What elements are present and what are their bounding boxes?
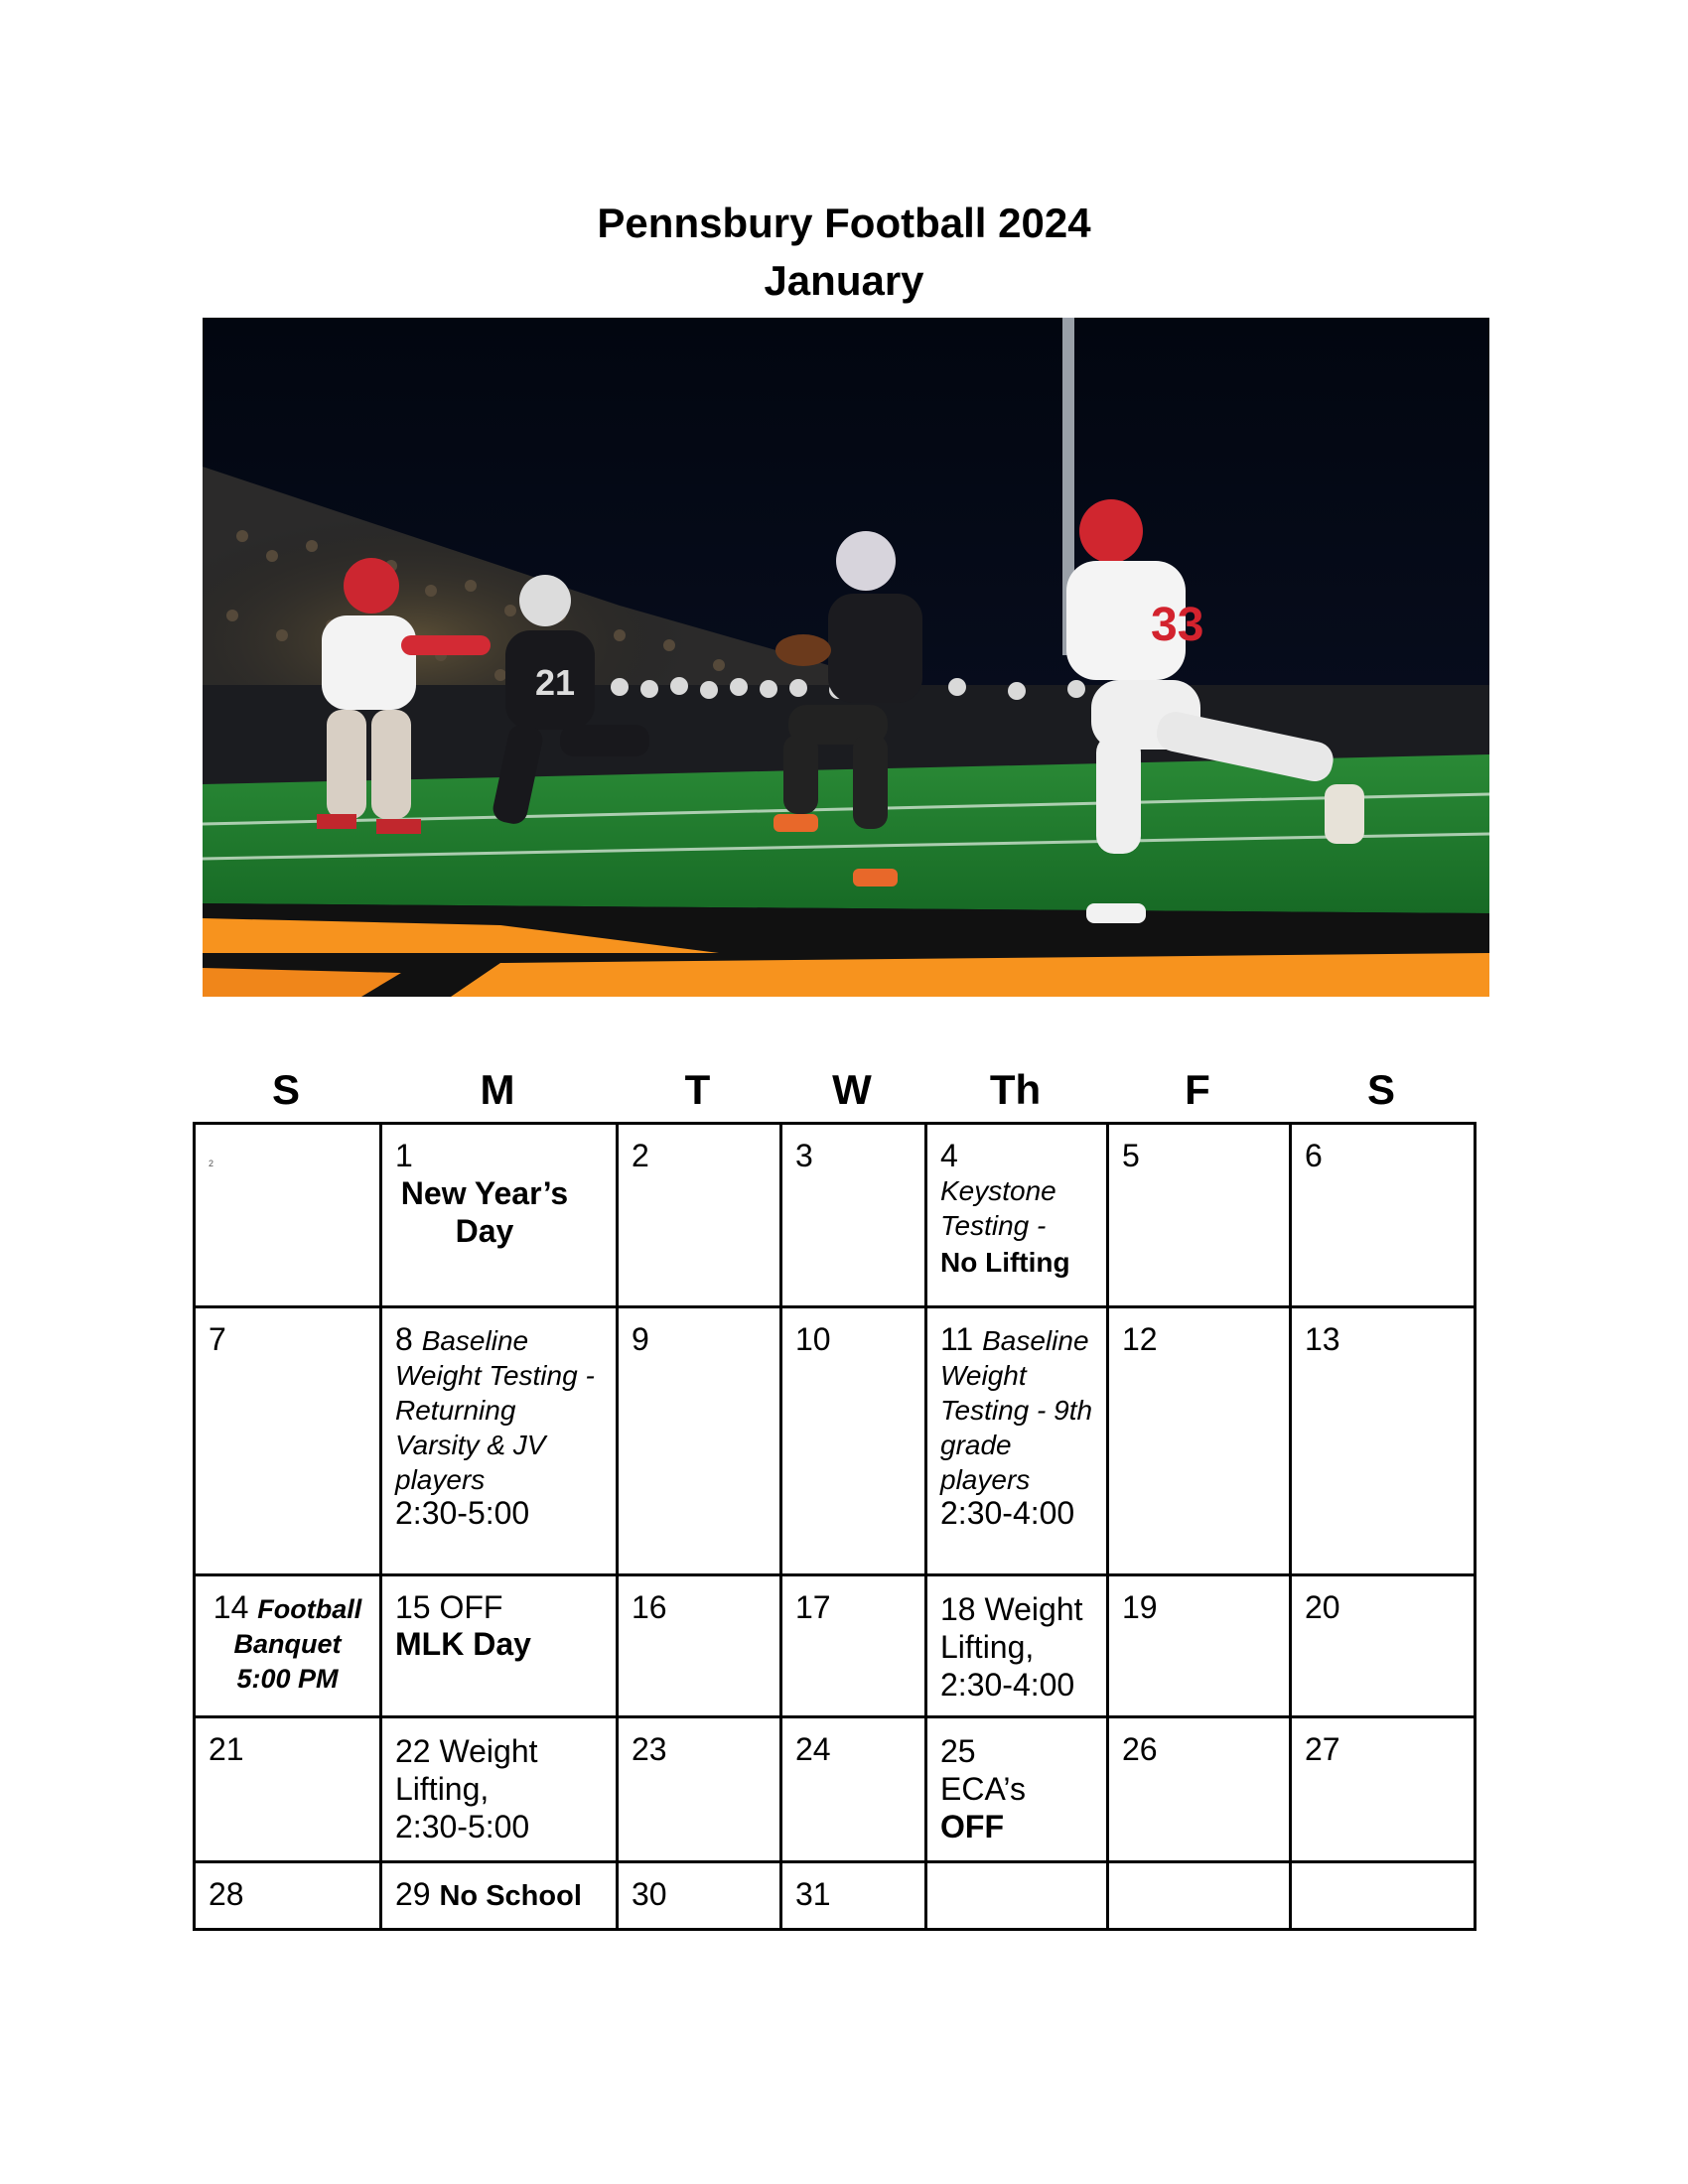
day-cell — [195, 1862, 381, 1930]
event-label: Keystone Testing - — [940, 1175, 1056, 1241]
event-label: Weight — [439, 1733, 538, 1769]
day-cell — [781, 1307, 926, 1575]
day-cell — [781, 1575, 926, 1717]
day-cell — [618, 1717, 781, 1862]
day-cell — [1291, 1717, 1476, 1862]
day-cell — [781, 1717, 926, 1862]
day-cell — [926, 1575, 1108, 1717]
day-number: 18 — [940, 1591, 976, 1627]
event-label: Weight — [984, 1591, 1083, 1627]
event-label: OFF — [439, 1589, 503, 1625]
calendar-week — [195, 1124, 1476, 1307]
event-label: No School — [439, 1880, 582, 1912]
day-cell — [381, 1862, 618, 1930]
day-number: 15 — [395, 1589, 431, 1625]
event-label: Lifting, — [940, 1629, 1035, 1665]
day-number: 2 — [632, 1138, 649, 1173]
day-cell — [1108, 1862, 1291, 1930]
day-number: 10 — [795, 1321, 831, 1357]
day-cell — [781, 1124, 926, 1307]
football-photo — [203, 318, 1489, 997]
day-cell — [926, 1307, 1108, 1575]
day-cell — [618, 1862, 781, 1930]
day-cell — [195, 1717, 381, 1862]
event-time: 2:30-4:00 — [940, 1495, 1075, 1531]
event-label: No Lifting — [940, 1247, 1070, 1278]
day-cell — [618, 1575, 781, 1717]
day-number: 14 — [212, 1589, 249, 1625]
day-number: 21 — [209, 1731, 244, 1767]
event-label: Baseline Weight Testing - 9th grade players — [940, 1325, 1093, 1495]
dow-thursday: Th — [989, 1066, 1042, 1113]
day-number: 4 — [940, 1138, 958, 1173]
day-number: 23 — [632, 1731, 667, 1767]
dow-tuesday: T — [684, 1066, 711, 1113]
day-cell — [381, 1124, 618, 1307]
day-number: 9 — [632, 1321, 649, 1357]
day-number: 7 — [209, 1321, 226, 1357]
day-number: 19 — [1122, 1589, 1158, 1625]
event-label: OFF — [940, 1809, 1004, 1844]
calendar-grid — [193, 1122, 1477, 1931]
event-label: 5:00 PM — [236, 1664, 339, 1694]
month-title: January — [764, 257, 924, 304]
day-cell — [1108, 1575, 1291, 1717]
day-number: 28 — [209, 1876, 244, 1912]
day-cell — [1108, 1124, 1291, 1307]
day-cell — [381, 1307, 618, 1575]
day-cell — [381, 1717, 618, 1862]
day-cell — [381, 1575, 618, 1717]
event-label: MLK Day — [395, 1626, 531, 1662]
day-number: 17 — [795, 1589, 831, 1625]
day-number: 26 — [1122, 1731, 1158, 1767]
day-cell — [1108, 1307, 1291, 1575]
day-number: 20 — [1305, 1589, 1340, 1625]
day-cell — [1291, 1862, 1476, 1930]
day-number: 16 — [632, 1589, 667, 1625]
calendar-week — [195, 1862, 1476, 1930]
day-number: 11 — [940, 1321, 974, 1357]
calendar-week — [195, 1717, 1476, 1862]
event-time: 2:30-4:00 — [940, 1667, 1075, 1703]
dow-monday: M — [480, 1066, 515, 1113]
event-label: Baseline Weight Testing - Returning Varsity & JV players — [395, 1325, 595, 1495]
day-number: 1 — [395, 1138, 413, 1173]
day-number: 8 — [395, 1321, 413, 1357]
day-number: 3 — [795, 1138, 813, 1173]
day-cell — [926, 1124, 1108, 1307]
event-label: Football — [257, 1594, 362, 1624]
event-label: Banquet — [233, 1629, 342, 1659]
dow-sunday: S — [271, 1066, 300, 1113]
event-time: 2:30-5:00 — [395, 1809, 530, 1844]
day-number: 13 — [1305, 1321, 1340, 1357]
day-number: 24 — [795, 1731, 831, 1767]
day-number: 29 — [395, 1876, 431, 1912]
day-number: 30 — [632, 1876, 667, 1912]
day-cell — [195, 1124, 381, 1307]
day-cell — [618, 1307, 781, 1575]
calendar-week — [195, 1575, 1476, 1717]
day-number: 6 — [1305, 1138, 1323, 1173]
day-number: 5 — [1122, 1138, 1140, 1173]
day-cell — [781, 1862, 926, 1930]
football-action-image — [203, 318, 1489, 997]
day-number: 2 — [209, 1159, 214, 1168]
page-title: Pennsbury Football 2024 — [597, 200, 1091, 246]
day-cell — [926, 1717, 1108, 1862]
day-cell — [195, 1307, 381, 1575]
dow-wednesday: W — [832, 1066, 872, 1113]
event-label: New Year’s Day — [400, 1175, 569, 1249]
day-number: 27 — [1305, 1731, 1340, 1767]
day-cell — [1291, 1575, 1476, 1717]
day-number: 12 — [1122, 1321, 1158, 1357]
day-cell — [1291, 1124, 1476, 1307]
day-number: 25 — [940, 1733, 976, 1769]
calendar-week — [195, 1307, 1476, 1575]
day-cell — [195, 1575, 381, 1717]
day-cell — [926, 1862, 1108, 1930]
svg-text:33: 33 — [1151, 599, 1204, 651]
dow-saturday: S — [1366, 1066, 1395, 1113]
day-cell — [618, 1124, 781, 1307]
event-time: 2:30-5:00 — [395, 1495, 530, 1531]
day-number: 22 — [395, 1733, 431, 1769]
svg-text:21: 21 — [535, 662, 576, 703]
dow-friday: F — [1185, 1066, 1210, 1113]
day-cell — [1108, 1717, 1291, 1862]
day-number: 31 — [795, 1876, 831, 1912]
day-cell — [1291, 1307, 1476, 1575]
event-label: ECA’s — [940, 1771, 1026, 1807]
event-label: Lifting, — [395, 1771, 490, 1807]
